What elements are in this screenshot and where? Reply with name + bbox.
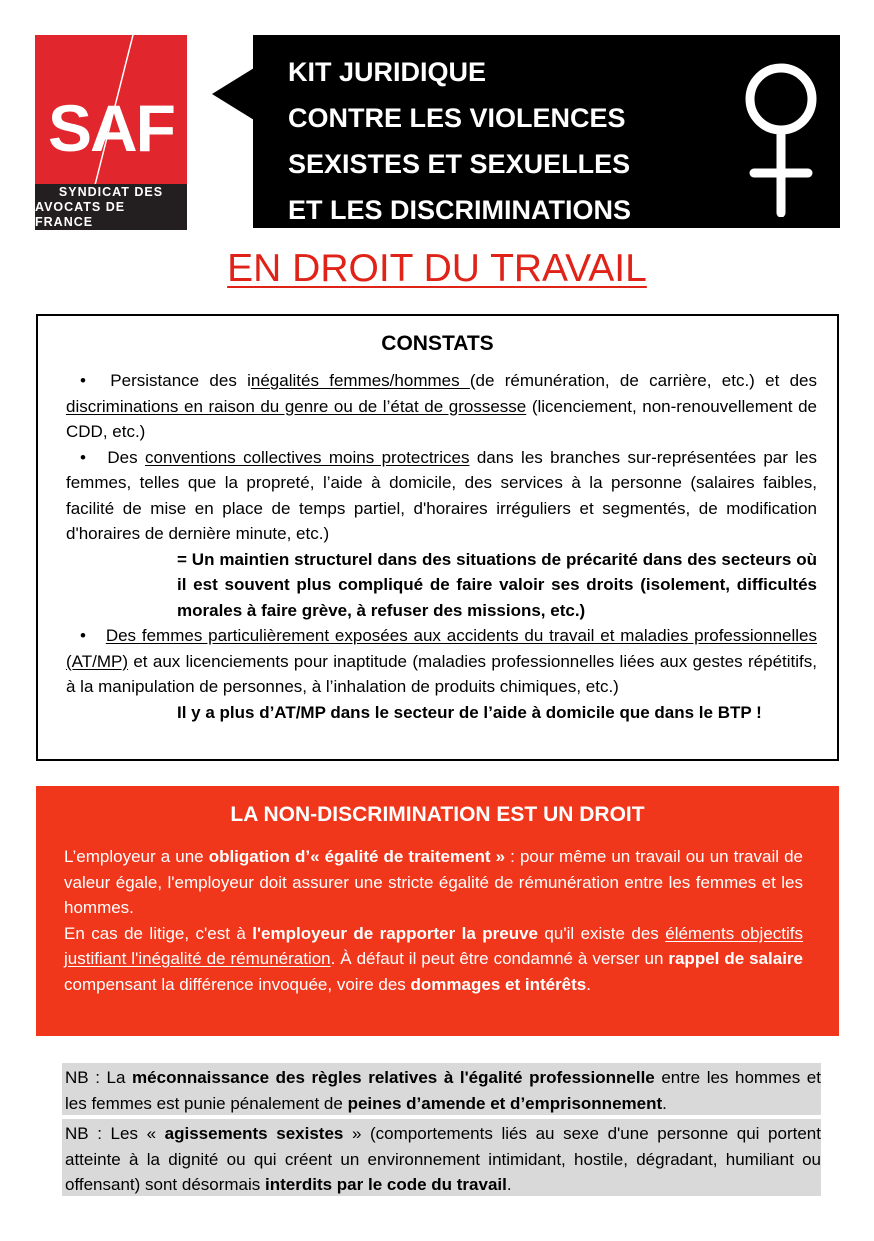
non-discrimination-body bbox=[64, 844, 803, 997]
underlined-text: négalités femmes/hommes bbox=[250, 371, 470, 390]
text: En cas de litige, c'est à bbox=[64, 923, 253, 943]
constats-final-statement: Il y a plus d’AT/MP dans le secteur de l’aide à domicile que dans le BTP ! bbox=[177, 702, 762, 722]
text: dans les branches sur-représentées par les femmes, telles que la propreté, l’aide à domicile, des services à la personne (salaires faibles, facilité de mise en place de temps partiel, d'horaires irréguliers et segmentés, de modification d'horaires de dernière minute, etc.) bbox=[66, 447, 817, 543]
bold-text: l'employeur de rapporter la preuve bbox=[252, 923, 539, 943]
underlined-text: conventions collectives moins protectrices bbox=[144, 447, 470, 467]
text: . bbox=[506, 1175, 512, 1194]
banner-line-1: KIT JURIDIQUE bbox=[288, 57, 487, 87]
nb-note-1 bbox=[62, 1063, 821, 1115]
banner-line-3: SEXISTES ET SEXUELLES bbox=[288, 149, 631, 179]
text: compensant la différence invoquée, voire des bbox=[64, 974, 411, 994]
paragraph bbox=[65, 1065, 821, 1116]
bold-text: dommages et intérêts bbox=[410, 974, 587, 994]
bold-text: peines d’amende et d’emprisonnement bbox=[347, 1093, 663, 1113]
constats-item-1 bbox=[66, 368, 817, 445]
banner-pointer bbox=[212, 68, 254, 120]
text: qu'il existe des bbox=[538, 923, 666, 943]
bold-text: rappel de salaire bbox=[668, 949, 803, 968]
text: entre les hommes et les femmes est punie pénalement de bbox=[65, 1068, 821, 1113]
non-discrimination-heading: LA NON-DISCRIMINATION EST UN DROIT bbox=[230, 803, 645, 826]
paragraph bbox=[65, 1121, 821, 1198]
text: . À défaut il peut être condamné à verser un bbox=[330, 949, 669, 968]
page-title: EN DROIT DU TRAVAIL bbox=[227, 247, 647, 290]
paragraph bbox=[64, 844, 803, 921]
bold-text: méconnaissance des règles relatives à l'égalité professionnelle bbox=[132, 1068, 655, 1087]
text: Persistance des i bbox=[110, 371, 251, 390]
underlined-text: Des femmes particulièrement exposées aux accidents du travail et maladies professionnelles (AT/MP) bbox=[66, 626, 817, 671]
constats-conclusion: = Un maintien structurel dans des situations de précarité dans des secteurs où il est souvent plus compliqué de faire valoir ses droits (isolement, difficultés morales à faire grève, à refuser des missions, etc.) bbox=[177, 549, 817, 620]
logo-band-line2: AVOCATS DE FRANCE bbox=[35, 199, 126, 229]
text: . bbox=[586, 974, 591, 994]
constats-heading: CONSTATS bbox=[381, 332, 494, 355]
saf-logo bbox=[35, 35, 187, 230]
text: » (comportements liés au sexe d'une personne qui portent atteinte à la dignité ou qui créent un environnement intimidant, hostile, dégradant, humiliant ou offensant) sont désormais bbox=[65, 1124, 821, 1194]
header-banner bbox=[253, 35, 840, 228]
logo-letters: SAF bbox=[48, 91, 174, 165]
constats-item-3 bbox=[66, 623, 817, 700]
bold-text: obligation d’« égalité de traitement » bbox=[208, 847, 506, 866]
bullet-icon: • bbox=[80, 447, 86, 467]
constats-item-2 bbox=[66, 445, 817, 547]
banner-title bbox=[288, 49, 631, 233]
bold-text: agissements sexistes bbox=[164, 1124, 344, 1143]
text: (de rémunération, de carrière, etc.) et des bbox=[469, 371, 817, 390]
text: Des bbox=[107, 447, 145, 467]
underlined-text: discriminations en raison du genre ou de l’état de grossesse bbox=[66, 396, 527, 416]
banner-line-4: ET LES DISCRIMINATIONS bbox=[288, 195, 632, 225]
logo-band bbox=[35, 184, 187, 230]
text: . bbox=[662, 1093, 667, 1113]
nb-note-2 bbox=[62, 1119, 821, 1196]
text: NB : La bbox=[65, 1068, 133, 1087]
underlined-text: éléments objectifs justifiant l'inégalité de rémunération bbox=[64, 923, 803, 968]
paragraph bbox=[64, 921, 803, 998]
text: L’employeur a une bbox=[64, 847, 209, 866]
constats-body bbox=[66, 368, 817, 725]
venus-symbol-icon bbox=[740, 49, 822, 217]
non-discrimination-box bbox=[36, 786, 839, 1036]
text: et aux licenciements pour inaptitude (maladies professionnelles liées aux gestes répétitifs, à la manipulation de personnes, à l’inhalation de produits chimiques, etc.) bbox=[66, 651, 817, 696]
logo-band-line1: SYNDICAT DES bbox=[58, 184, 164, 199]
bold-text: interdits par le code du travail bbox=[265, 1175, 507, 1194]
bullet-icon: • bbox=[80, 371, 86, 390]
banner-line-2: CONTRE LES VIOLENCES bbox=[288, 103, 626, 133]
constats-box bbox=[36, 314, 839, 761]
text: (licenciement, non-renouvellement de CDD, etc.) bbox=[66, 396, 817, 441]
text: NB : Les « bbox=[65, 1124, 165, 1143]
bullet-icon: • bbox=[80, 626, 86, 645]
text: : pour même un travail ou un travail de valeur égale, l'employeur doit assurer une stricte égalité de rémunération entre les femmes et les hommes. bbox=[64, 847, 803, 917]
